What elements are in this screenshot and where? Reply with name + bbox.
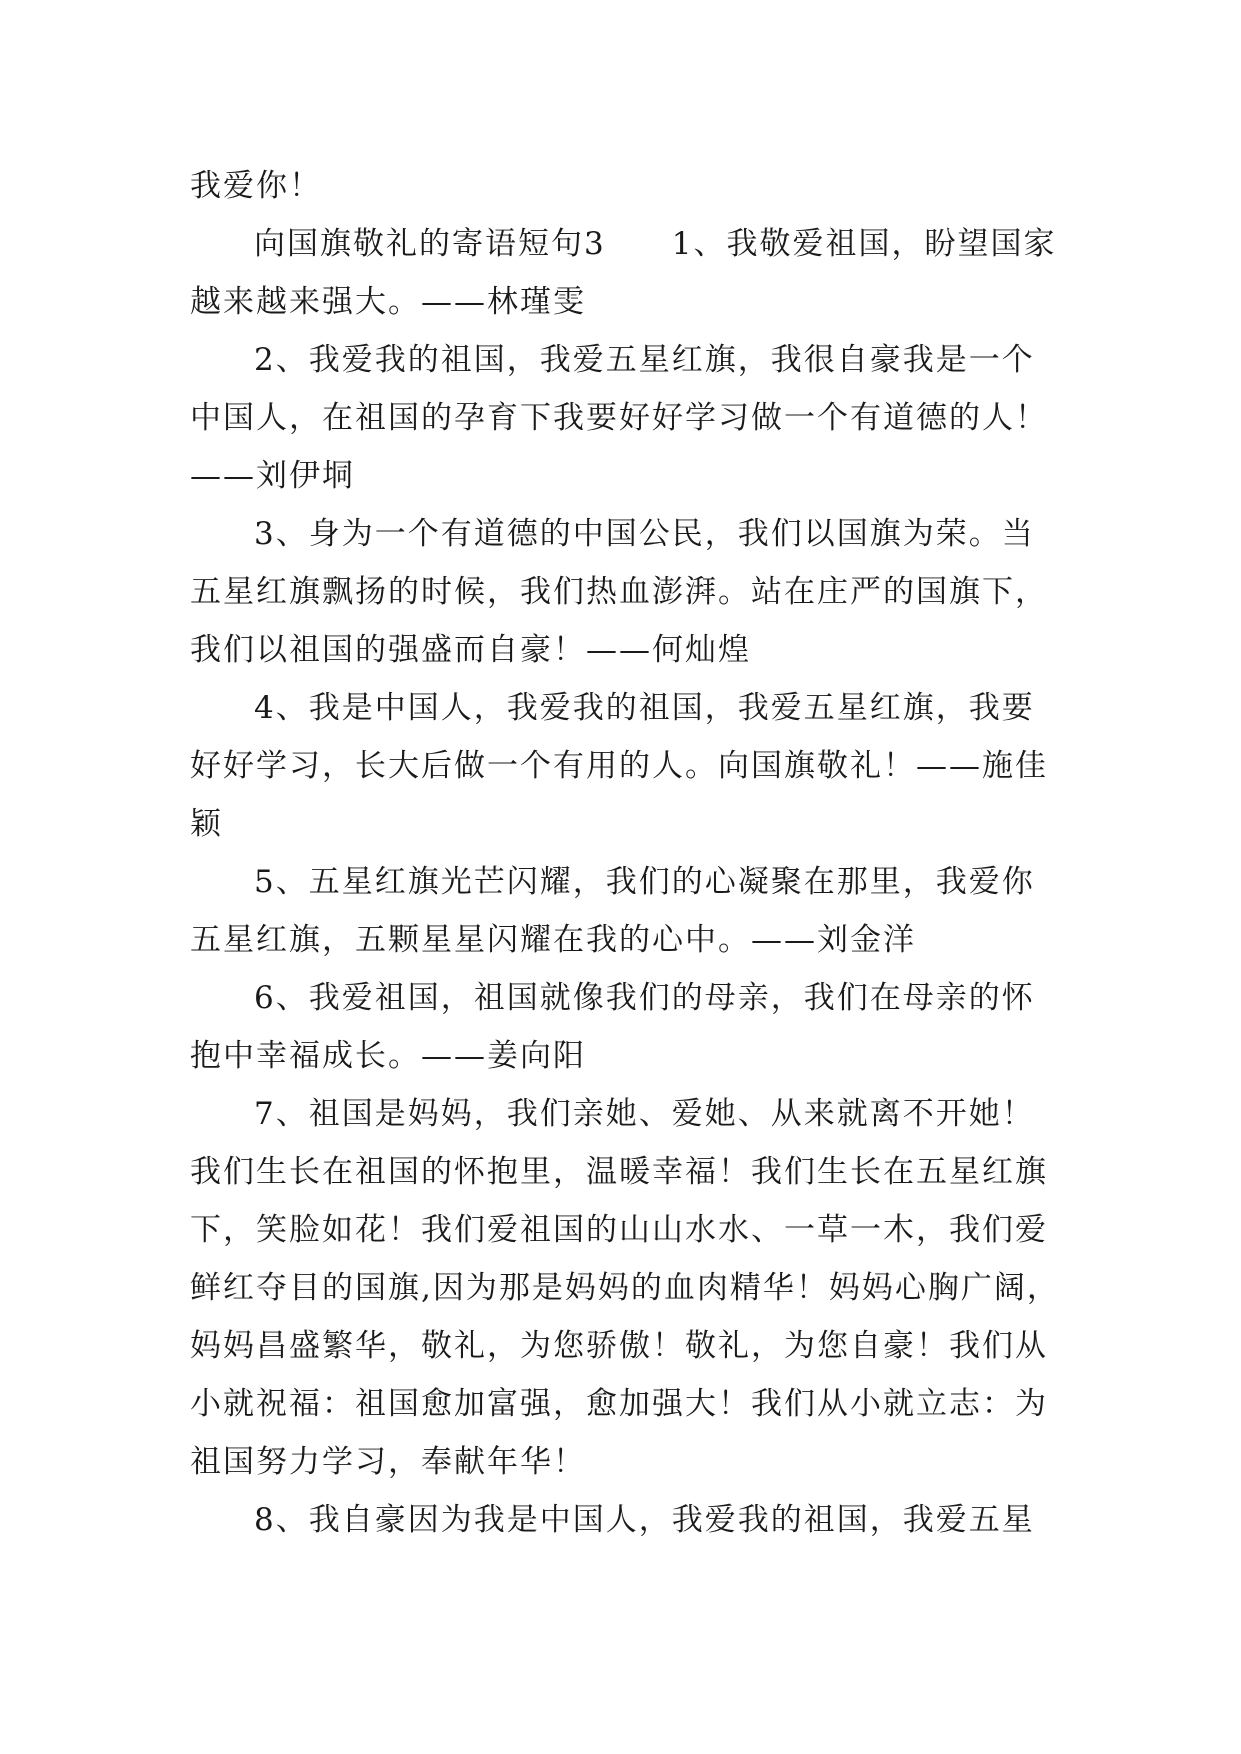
paragraph-item-4: 4、我是中国人，我爱我的祖国，我爱五星红旗，我要好好学习，长大后做一个有用的人。向国旗敬礼！——施佳颖 — [190, 690, 1048, 842]
paragraph-item-5: 5、五星红旗光芒闪耀，我们的心凝聚在那里，我爱你五星红旗，五颗星星闪耀在我的心中。——刘金洋 — [190, 864, 1035, 958]
paragraph-closing-line: 我爱你！ — [190, 168, 322, 204]
paragraph-item-8: 8、我自豪因为我是中国人，我爱我的祖国，我爱五星 — [254, 1502, 1035, 1538]
paragraph-section-3-item-1: 向国旗敬礼的寄语短句3 1、我敬爱祖国，盼望国家越来越来强大。——林瑾雯 — [190, 226, 1057, 320]
paragraph-item-3: 3、身为一个有道德的中国公民，我们以国旗为荣。当五星红旗飘扬的时候，我们热血澎湃。站在庄严的国旗下，我们以祖国的强盛而自豪！——何灿煌 — [190, 516, 1048, 668]
paragraph-item-7: 7、祖国是妈妈，我们亲她、爱她、从来就离不开她！我们生长在祖国的怀抱里，温暖幸福！我们生长在五星红旗下，笑脸如花！我们爱祖国的山山水水、一草一木，我们爱鲜红夺目的国旗,因为那是妈妈的血肉精华！妈妈心胸广阔，妈妈昌盛繁华，敬礼，为您骄傲！敬礼，为您自豪！我们从小就祝福：祖国愈加富强，愈加强大！我们从小就立志：为祖国努力学习，奉献年华！ — [190, 1096, 1060, 1480]
document-body — [190, 157, 1060, 1549]
paragraph-item-6: 6、我爱祖国，祖国就像我们的母亲，我们在母亲的怀抱中幸福成长。——姜向阳 — [190, 980, 1035, 1074]
paragraph-item-2: 2、我爱我的祖国，我爱五星红旗，我很自豪我是一个中国人，在祖国的孕育下我要好好学习做一个有道德的人！——刘伊垌 — [190, 342, 1048, 494]
